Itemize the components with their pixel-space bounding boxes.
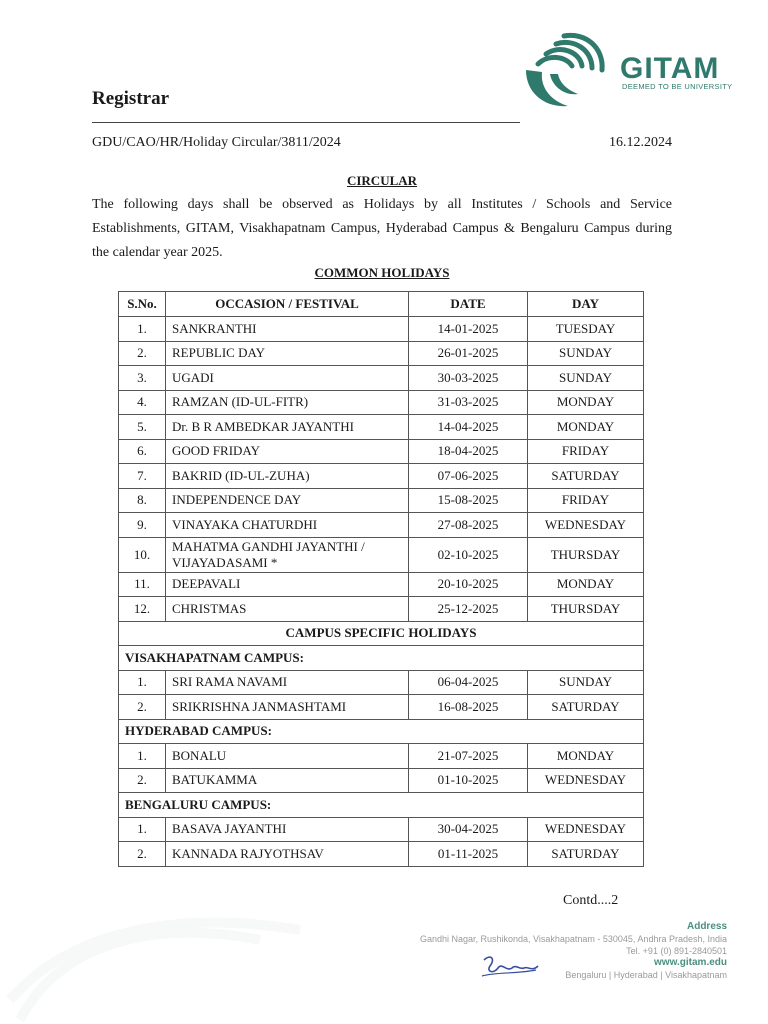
row-day: MONDAY [528, 744, 644, 769]
row-sno: 10. [119, 537, 166, 572]
column-header-day: DAY [528, 292, 644, 317]
watermark-logo-icon [0, 900, 330, 1024]
campus-heading-row [119, 646, 644, 671]
row-sno: 2. [119, 341, 166, 366]
row-day: SATURDAY [528, 464, 644, 489]
row-sno: 1. [119, 670, 166, 695]
gitam-logo-icon [516, 26, 612, 112]
row-date: 30-04-2025 [409, 817, 528, 842]
table-row [119, 597, 644, 622]
row-date: 18-04-2025 [409, 439, 528, 464]
table-row [119, 513, 644, 538]
column-header-occasion: OCCASION / FESTIVAL [166, 292, 409, 317]
table-row [119, 842, 644, 867]
row-occasion: BONALU [166, 744, 409, 769]
row-sno: 1. [119, 317, 166, 342]
circular-title: CIRCULAR [346, 173, 418, 188]
campus-heading-visakhapatnam: VISAKHAPATNAM CAMPUS: [119, 646, 644, 671]
row-date: 16-08-2025 [409, 695, 528, 720]
row-day: SUNDAY [528, 366, 644, 391]
circular-date: 16.12.2024 [609, 135, 672, 150]
row-day: WEDNESDAY [528, 817, 644, 842]
table-row [119, 390, 644, 415]
address-line: Gandhi Nagar, Rushikonda, Visakhapatnam - 530045, Andhra Pradesh, India [419, 934, 727, 944]
row-occasion: REPUBLIC DAY [166, 341, 409, 366]
header-divider [92, 122, 520, 123]
row-day: SATURDAY [528, 842, 644, 867]
row-day: SATURDAY [528, 695, 644, 720]
row-day: TUESDAY [528, 317, 644, 342]
row-date: 14-01-2025 [409, 317, 528, 342]
row-occasion: BATUKAMMA [166, 768, 409, 793]
row-sno: 7. [119, 464, 166, 489]
row-day: MONDAY [528, 390, 644, 415]
row-occasion: SANKRANTHI [166, 317, 409, 342]
row-occasion: Dr. B R AMBEDKAR JAYANTHI [166, 415, 409, 440]
row-date: 14-04-2025 [409, 415, 528, 440]
row-day: SUNDAY [528, 341, 644, 366]
address-phone: Tel. +91 (0) 891-2840501 [626, 946, 727, 956]
row-occasion: SRIKRISHNA JANMASHTAMI [166, 695, 409, 720]
brand-tagline: DEEMED TO BE UNIVERSITY [622, 82, 733, 91]
row-occasion: KANNADA RAJYOTHSAV [166, 842, 409, 867]
row-sno: 1. [119, 817, 166, 842]
row-date: 01-11-2025 [409, 842, 528, 867]
table-row [119, 366, 644, 391]
row-sno: 12. [119, 597, 166, 622]
table-row [119, 817, 644, 842]
row-sno: 2. [119, 695, 166, 720]
office-title: Registrar [92, 88, 170, 109]
row-occasion-text: MAHATMA GANDHI JAYANTHI / VIJAYADASAMI * [172, 538, 365, 570]
row-day: THURSDAY [528, 597, 644, 622]
row-occasion: DEEPAVALI [166, 572, 409, 597]
row-date: 20-10-2025 [409, 572, 528, 597]
row-sno: 2. [119, 842, 166, 867]
row-sno: 2. [119, 768, 166, 793]
table-row [119, 464, 644, 489]
row-day: WEDNESDAY [528, 768, 644, 793]
table-row [119, 341, 644, 366]
row-sno: 6. [119, 439, 166, 464]
row-occasion: SRI RAMA NAVAMI [166, 670, 409, 695]
row-sno: 5. [119, 415, 166, 440]
table-row [119, 744, 644, 769]
row-date: 15-08-2025 [409, 488, 528, 513]
row-day: FRIDAY [528, 488, 644, 513]
row-date: 31-03-2025 [409, 390, 528, 415]
row-sno: 9. [119, 513, 166, 538]
common-holidays-title: COMMON HOLIDAYS [314, 265, 450, 280]
table-header-row [119, 292, 644, 317]
row-occasion [166, 537, 409, 572]
table-row [119, 695, 644, 720]
holiday-table-body [119, 317, 644, 867]
row-occasion: GOOD FRIDAY [166, 439, 409, 464]
campus-heading-hyderabad: HYDERABAD CAMPUS: [119, 719, 644, 744]
footer-address [420, 921, 727, 981]
campus-specific-title: CAMPUS SPECIFIC HOLIDAYS [119, 621, 644, 646]
table-row [119, 488, 644, 513]
brand-name: GITAM [620, 52, 720, 85]
row-date: 25-12-2025 [409, 597, 528, 622]
row-occasion: UGADI [166, 366, 409, 391]
table-row [119, 670, 644, 695]
row-date: 07-06-2025 [409, 464, 528, 489]
row-sno: 3. [119, 366, 166, 391]
holiday-table [118, 291, 644, 867]
table-row [119, 537, 644, 572]
row-day: WEDNESDAY [528, 513, 644, 538]
row-sno: 11. [119, 572, 166, 597]
row-occasion: BASAVA JAYANTHI [166, 817, 409, 842]
row-day: MONDAY [528, 572, 644, 597]
row-sno: 8. [119, 488, 166, 513]
row-date: 02-10-2025 [409, 537, 528, 572]
row-day: MONDAY [528, 415, 644, 440]
campus-heading-row [119, 719, 644, 744]
row-date: 21-07-2025 [409, 744, 528, 769]
table-row [119, 572, 644, 597]
table-row [119, 768, 644, 793]
row-occasion: VINAYAKA CHATURDHI [166, 513, 409, 538]
table-row [119, 415, 644, 440]
reference-number: GDU/CAO/HR/Holiday Circular/3811/2024 [92, 135, 341, 150]
row-date: 26-01-2025 [409, 341, 528, 366]
row-day: SUNDAY [528, 670, 644, 695]
table-row [119, 317, 644, 342]
campus-specific-title-row [119, 621, 644, 646]
row-occasion: BAKRID (ID-UL-ZUHA) [166, 464, 409, 489]
row-occasion: RAMZAN (ID-UL-FITR) [166, 390, 409, 415]
row-date: 01-10-2025 [409, 768, 528, 793]
continued-marker: Contd....2 [563, 893, 619, 908]
row-sno: 4. [119, 390, 166, 415]
campus-heading-bengaluru: BENGALURU CAMPUS: [119, 793, 644, 818]
row-date: 30-03-2025 [409, 366, 528, 391]
row-date: 27-08-2025 [409, 513, 528, 538]
website-link[interactable]: www.gitam.edu [654, 957, 727, 968]
row-occasion: CHRISTMAS [166, 597, 409, 622]
row-day: FRIDAY [528, 439, 644, 464]
row-day: THURSDAY [528, 537, 644, 572]
circular-intro: The following days shall be observed as Holidays by all Institutes / Schools and Service Establishments, GITAM, Visakhapatnam Campus, Hyderabad Campus & Bengaluru Campus during the calendar year 2025. [92, 197, 672, 260]
campus-heading-row [119, 793, 644, 818]
row-sno: 1. [119, 744, 166, 769]
column-header-sno: S.No. [119, 292, 166, 317]
row-date: 06-04-2025 [409, 670, 528, 695]
column-header-date: DATE [409, 292, 528, 317]
campuses-line: Bengaluru | Hyderabad | Visakhapatnam [565, 970, 727, 980]
row-occasion: INDEPENDENCE DAY [166, 488, 409, 513]
address-title: Address [686, 921, 727, 932]
table-row [119, 439, 644, 464]
